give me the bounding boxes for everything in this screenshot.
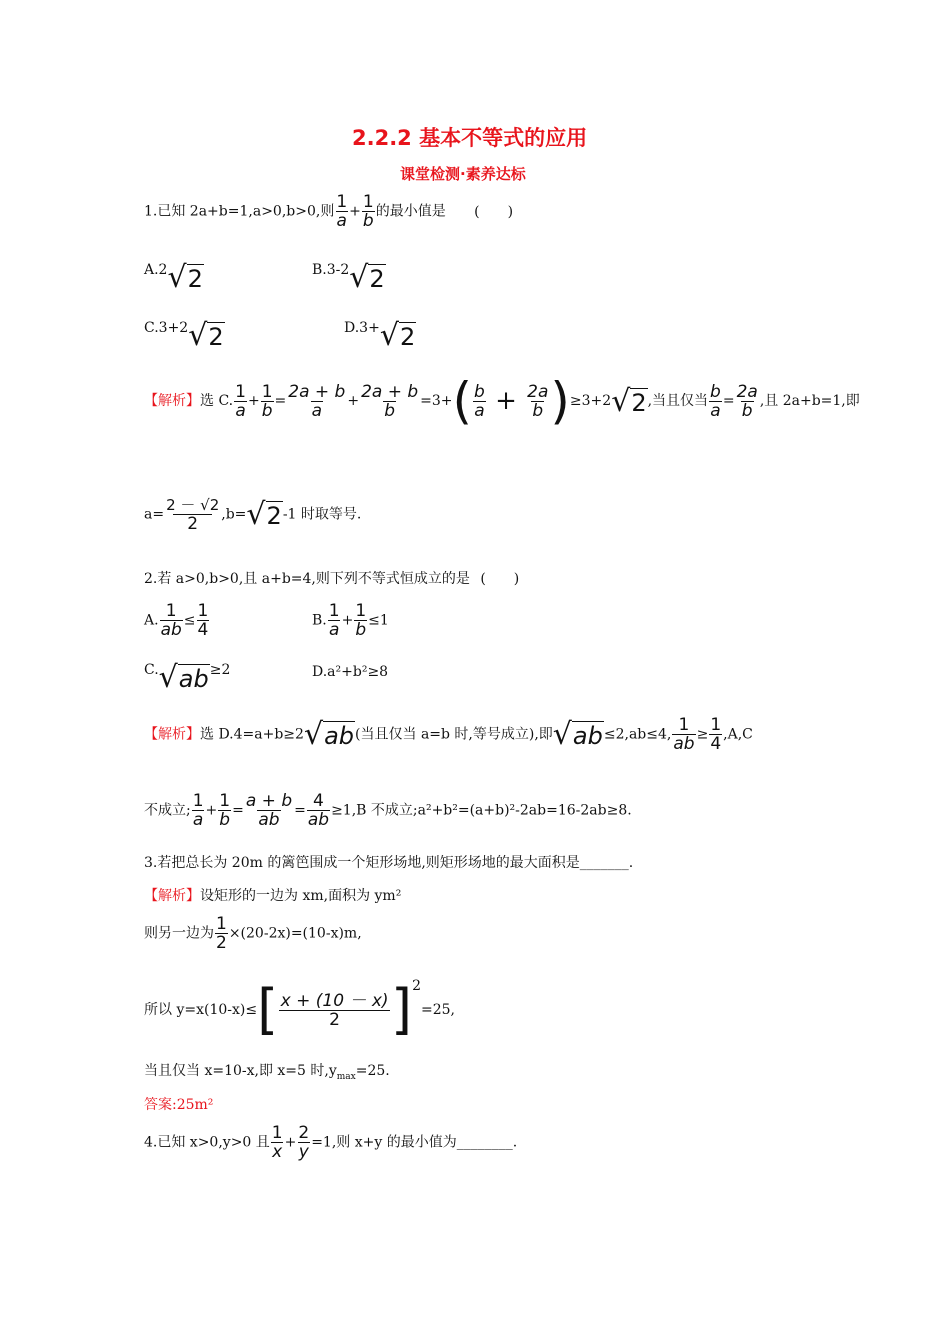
solution-3-line-2 [144, 915, 362, 952]
fraction: $\frac{1}{4}$ [197, 601, 209, 640]
option-c [144, 320, 225, 351]
option-a [144, 262, 204, 293]
solution-text: ≤2,ab≤4, [603, 726, 672, 743]
fraction: $\frac{1}{b}$ [355, 601, 367, 640]
sqrt-ab: √ ab [303, 717, 355, 752]
sqrt-2: √ 2 [379, 318, 416, 353]
fraction-1-over-a: $\frac{1}{a}$ [336, 192, 348, 231]
solution-text: =25. [355, 1063, 390, 1079]
sqrt-ab: √ ab [158, 660, 209, 695]
fraction: $\frac{a + b}{ab}$ [245, 791, 293, 830]
solution-text: ≥3+2 [569, 393, 612, 409]
sqrt-2: √ 2 [611, 383, 647, 419]
fraction: $\frac{1}{a}$ [192, 791, 204, 830]
solution-3-line-1 [144, 885, 401, 905]
solution-text: -1 时取等号. [282, 506, 362, 523]
fraction: $\frac{2 - √2}{2}$ [166, 496, 220, 534]
question-4-text-tail: =1,则 x+y 的最小值为________. [311, 1134, 518, 1151]
fraction: $\frac{1}{b}$ [219, 791, 231, 830]
fraction: $\frac{1}{ab}$ [160, 601, 182, 640]
option-b-label: B. [312, 612, 327, 629]
fraction-1-over-b: $\frac{1}{b}$ [362, 192, 374, 231]
sqrt-2: √ 2 [188, 318, 224, 353]
option-b [312, 262, 386, 293]
option-d [344, 320, 416, 351]
fraction: $\frac{2a}{b}$ [527, 381, 549, 421]
fraction: $\frac{1}{b}$ [261, 381, 273, 421]
solution-text: a= [144, 506, 165, 523]
solution-text: ,且 2a+b=1,即 [759, 393, 860, 409]
option-d-label: D.3+ [344, 320, 380, 336]
page-title: 2.2.2 基本不等式的应用 [352, 126, 588, 150]
option-b-label: B.3-2 [312, 262, 350, 278]
sqrt-ab: √ ab [552, 717, 603, 752]
solution-text: =3+ [420, 393, 453, 409]
sqrt-2: √ 2 [246, 497, 282, 532]
q2-option-a: A. $\frac{1}{ab}$ ≤ $\frac{1}{4}$ [144, 601, 209, 640]
solution-text: 设矩形的一边为 xm,面积为 ym² [200, 888, 402, 904]
solution-text: 当且仅当 x=10-x,即 x=5 时,y [144, 1063, 337, 1079]
solution-text: 所以 y=x(10-x)≤ [144, 1002, 258, 1018]
question-2-stem [144, 568, 519, 588]
fraction: $\frac{1}{ab}$ [673, 715, 695, 754]
solution-1-line-1: 【解析】选 C. $\frac{1}{a}$ + $\frac{1}{b}$ = $\frac{2a + b}{a}$ + $\frac{2a + b}{b}$ =3+( $\frac{b}{a}$ + $\frac{2a}{b}$ )≥3+2 √ 2 ,当且仅当 $\frac{b}{a}$ = $\frac{2a}{b}$ ,且 2a+b=1,即 [144, 372, 860, 430]
solution-2-line-2: 不成立; $\frac{1}{a}$ + $\frac{1}{b}$ = $\frac{a + b}{ab}$ = $\frac{4}{ab}$ ≥1,B 不成立;a²+b²=(a+b)²-2ab=16-2ab≥8. [144, 791, 632, 830]
fraction: $\frac{1}{4}$ [710, 715, 722, 754]
q2-option-b: B. $\frac{1}{a}$ + $\frac{1}{b}$ ≤1 [312, 601, 389, 640]
question-3-stem: 3.若把总长为 20m 的篱笆围成一个矩形场地,则矩形场地的最大面积是_______. [144, 855, 634, 871]
sqrt-2: √ 2 [167, 260, 203, 295]
q2-option-d [312, 664, 388, 680]
option-a-label: A. [144, 612, 159, 629]
fraction: $\frac{1}{a}$ [235, 381, 246, 421]
solution-text: 则另一边为 [144, 925, 214, 942]
answer-paren: ( ) [480, 571, 520, 587]
solution-text: 不成立; [144, 802, 191, 819]
option-d-label: D.a²+b²≥8 [312, 664, 389, 680]
fraction: $\frac{2a}{b}$ [736, 381, 758, 421]
solution-text: (当且仅当 a=b 时,等号成立),即 [355, 726, 553, 743]
option-c-label: C.3+2 [144, 320, 189, 336]
solution-text: 选 C. [200, 393, 234, 409]
page-subtitle: 课堂检测·素养达标 [400, 165, 526, 183]
solution-3-line-3: 所以 y=x(10-x)≤[ $\frac{x + (10 - x)}{2}$ ]$^2$=25, [144, 978, 455, 1041]
solution-2-line-1: 【解析】选 D.4=a+b≥2 √ ab (当且仅当 a=b 时,等号成立),即 √ ab ≤2,ab≤4, $\frac{1}{ab}$ ≥ $\frac{1}{4}$ ,A,C [144, 715, 753, 754]
solution-text: ×(20-2x)=(10-x)m, [228, 925, 362, 942]
jiexi-label: 【解析】 [144, 393, 200, 409]
question-1-text: 1.已知 2a+b=1,a>0,b>0,则 [144, 203, 335, 220]
question-4-stem: 4.已知 x>0,y>0 且 $\frac{1}{x}$ + $\frac{2}{y}$ =1,则 x+y 的最小值为________. [144, 1123, 518, 1162]
solution-text: ,A,C [723, 726, 753, 743]
fraction: $\frac{2a + b}{b}$ [361, 381, 419, 421]
solution-3-line-4 [144, 1060, 390, 1082]
answer-paren: ( ) [474, 203, 514, 220]
solution-text: =25, [421, 1002, 455, 1018]
q2-option-c [144, 662, 230, 693]
fraction: $\frac{2a + b}{a}$ [288, 381, 346, 421]
solution-1-line-2 [144, 496, 361, 533]
fraction: $\frac{2}{y}$ [298, 1123, 310, 1162]
subscript-max: max [336, 1071, 356, 1082]
option-c-label: C. [144, 662, 159, 678]
answer-3: 答案:25m² [144, 1097, 214, 1113]
solution-text: ,b= [221, 506, 247, 523]
question-4-text: 4.已知 x>0,y>0 且 [144, 1134, 270, 1151]
question-1-text-tail: 的最小值是 [375, 203, 446, 220]
fraction: $\frac{4}{ab}$ [307, 791, 330, 830]
option-a-label: A.2 [144, 262, 168, 278]
solution-text: 选 D.4=a+b≥2 [200, 726, 304, 743]
fraction: $\frac{b}{a}$ [474, 381, 485, 421]
option-b-tail: ≤1 [368, 612, 389, 629]
solution-text: ≥1,B 不成立;a²+b²=(a+b)²-2ab=16-2ab≥8. [331, 802, 632, 819]
jiexi-label: 【解析】 [144, 726, 200, 743]
fraction: $\frac{1}{x}$ [271, 1123, 283, 1162]
jiexi-label: 【解析】 [144, 888, 200, 904]
fraction: $\frac{x + (10 - x)}{2}$ [280, 990, 389, 1030]
question-1-stem: 1.已知 2a+b=1,a>0,b>0,则 $\frac{1}{a}$ + $\frac{1}{b}$ 的最小值是 ( ) [144, 192, 514, 231]
fraction: $\frac{1}{a}$ [328, 601, 340, 640]
fraction: $\frac{1}{2}$ [216, 914, 227, 953]
sqrt-2: √ 2 [349, 260, 385, 295]
solution-text: ,当且仅当 [647, 393, 709, 409]
fraction: $\frac{b}{a}$ [710, 381, 721, 421]
question-2-text: 2.若 a>0,b>0,且 a+b=4,则下列不等式恒成立的是 [144, 571, 470, 587]
option-c-tail: ≥2 [209, 662, 231, 678]
